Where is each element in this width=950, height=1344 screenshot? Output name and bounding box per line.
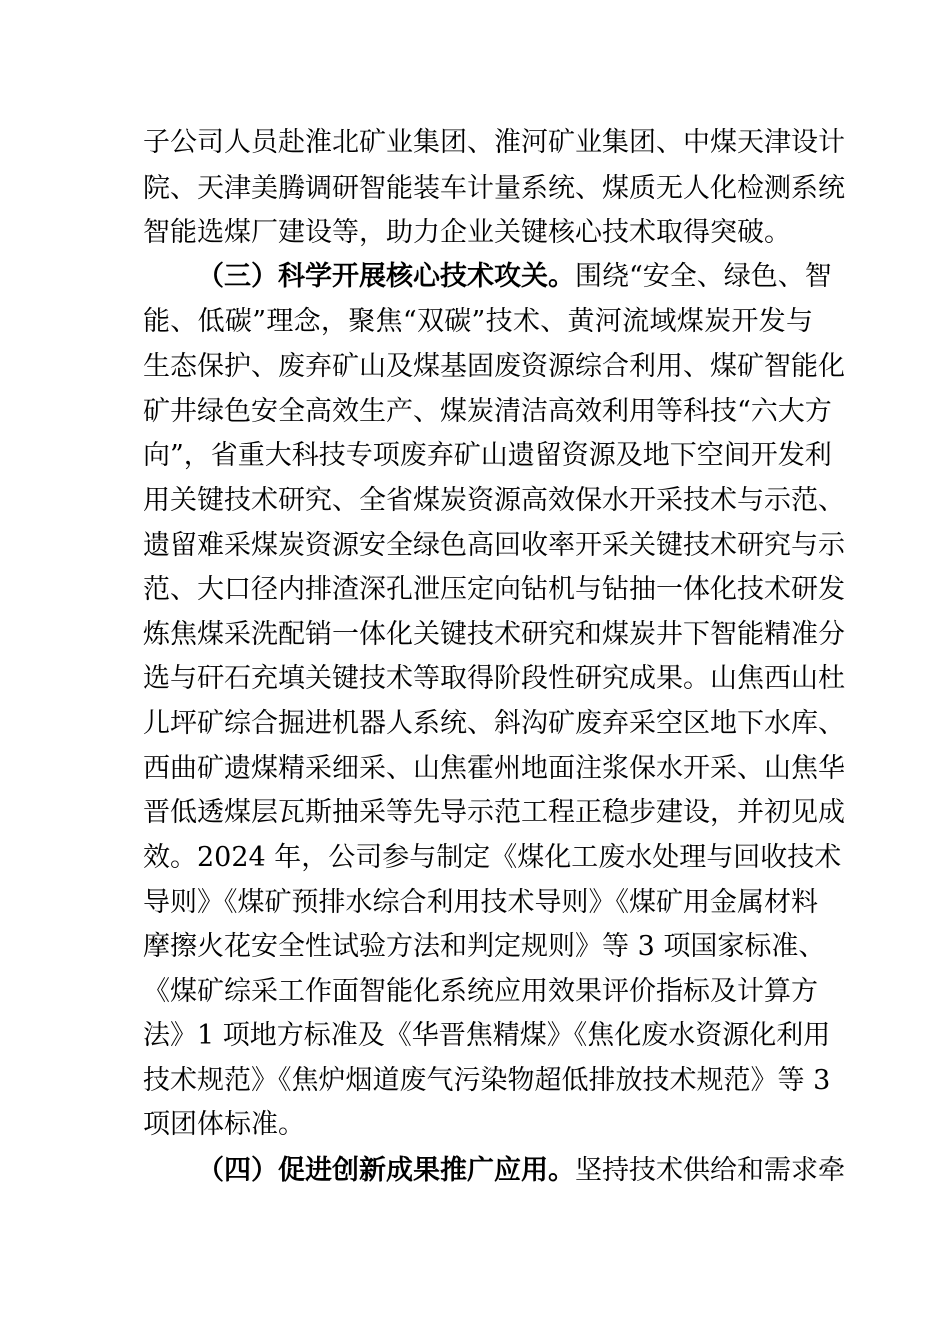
section-heading-line [197,1155,845,1186]
text-line: 遗留难采煤炭资源安全绿色高回收率开采关键技术研究与示 [143,530,845,561]
text-line: 向”，省重大科技专项废弃矿山遗留资源及地下空间开发利 [143,440,832,471]
text-line: 项团体标准。 [143,1109,305,1140]
text-line: 效。2024 年，公司参与制定《煤化工废水处理与回收技术 [143,842,842,873]
heading-rest-text: 坚持技术供给和需求牵 [575,1155,845,1186]
text-line: 晋低透煤层瓦斯抽采等先导示范工程正稳步建设，并初见成 [143,797,845,828]
text-line: 法》1 项地方标准及《华晋焦精煤》《焦化废水资源化利用 [143,1020,831,1051]
text-line: 技术规范》《焦炉烟道废气污染物超低排放技术规范》等 3 [143,1065,831,1096]
text-line: 导则》《煤矿预排水综合利用技术导则》《煤矿用金属材料 [143,887,818,918]
text-line: 《煤矿综采工作面智能化系统应用效果评价指标及计算方 [143,976,818,1007]
text-line: 子公司人员赴淮北矿业集团、淮河矿业集团、中煤天津设计 [143,127,845,158]
text-line: 范、大口径内排渣深孔泄压定向钻机与钻抽一体化技术研发 [143,574,845,605]
text-line: 矿井绿色安全高效生产、煤炭清洁高效利用等科技“六大方 [143,396,832,427]
text-line: 西曲矿遗煤精采细采、山焦霍州地面注浆保水开采、山焦华 [143,753,845,784]
heading-rest-text: 围绕“安全、绿色、智 [575,261,832,292]
text-line: 摩擦火花安全性试验方法和判定规则》等 3 项国家标准、 [143,931,826,962]
text-line: 能、低碳”理念，聚焦“双碳”技术、黄河流域煤炭开发与 [143,306,813,337]
text-line: 用关键技术研究、全省煤炭资源高效保水开采技术与示范、 [143,485,845,516]
section-heading: （三）科学开展核心技术攻关。 [197,261,575,292]
text-line: 儿坪矿综合掘进机器人系统、斜沟矿废弃采空区地下水库、 [143,708,845,739]
text-line: 院、天津美腾调研智能装车计量系统、煤质无人化检测系统 [143,173,845,204]
section-heading-line [197,261,832,292]
text-line: 智能选煤厂建设等，助力企业关键核心技术取得突破。 [143,217,791,248]
text-line: 炼焦煤采洗配销一体化关键技术研究和煤炭井下智能精准分 [143,619,845,650]
text-line: 生态保护、废弃矿山及煤基固废资源综合利用、煤矿智能化 [143,351,845,382]
text-line: 选与矸石充填关键技术等取得阶段性研究成果。山焦西山杜 [143,663,845,694]
section-heading: （四）促进创新成果推广应用。 [197,1155,575,1186]
